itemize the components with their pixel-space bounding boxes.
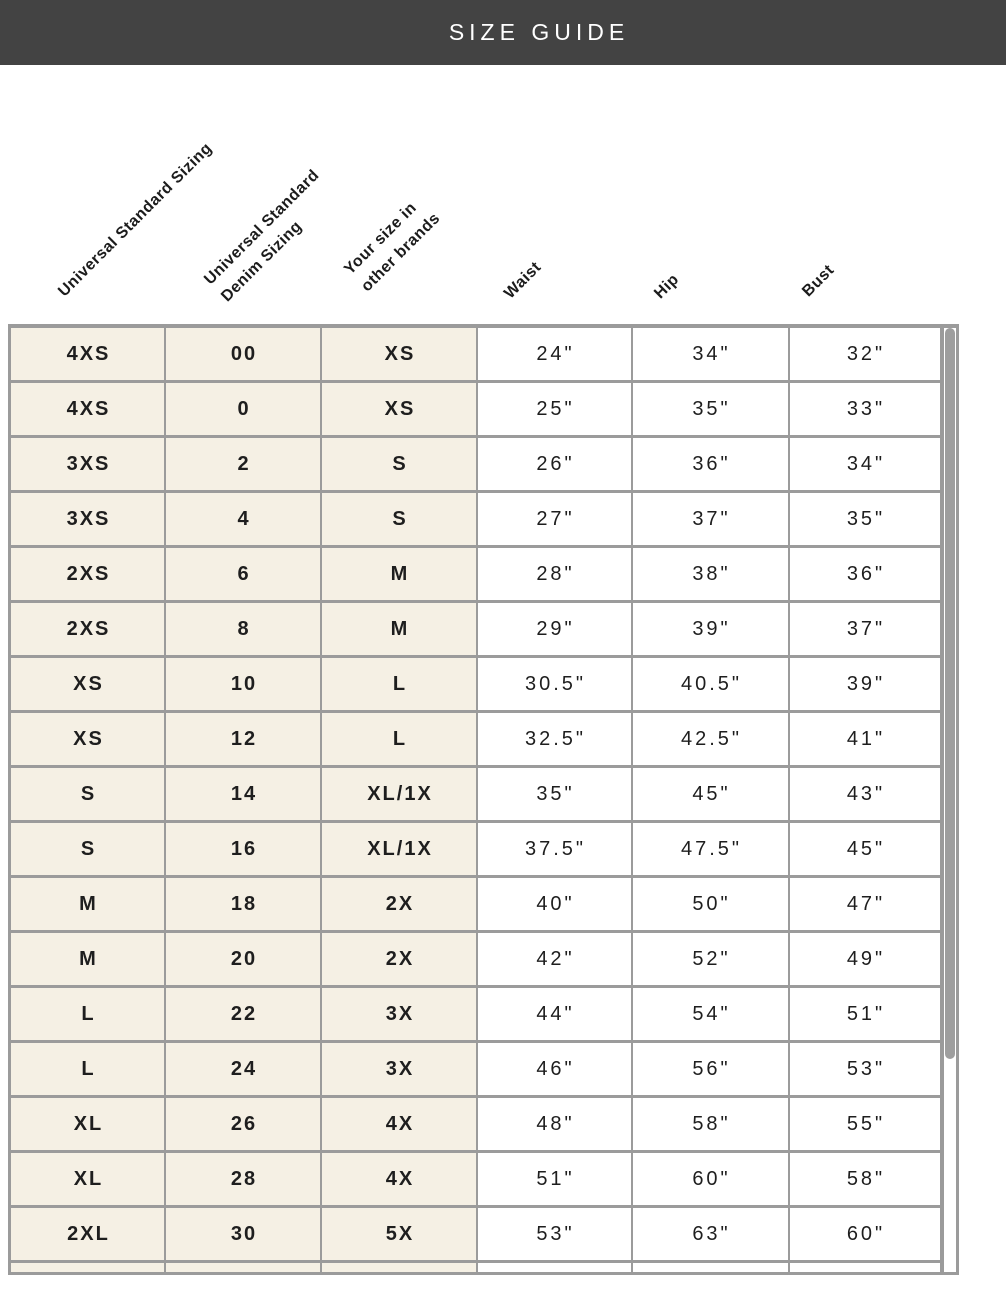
table-cell: 25" [478, 383, 633, 438]
table-cell: 2XL [11, 1208, 166, 1263]
table-cell: 5X [322, 1208, 478, 1263]
table-cell: 58" [633, 1098, 790, 1153]
table-cell: L [322, 713, 478, 768]
table-cell: 3XS [11, 493, 166, 548]
table-cell: 42.5" [633, 713, 790, 768]
table-cell: 00 [166, 328, 322, 383]
table-cell: 47.5" [633, 823, 790, 878]
table-cell: 16 [166, 823, 322, 878]
table-cell: 3X [322, 1043, 478, 1098]
table-cell: 2XS [11, 548, 166, 603]
table-cell: 3X [322, 988, 478, 1043]
table-cell: 10 [166, 658, 322, 713]
table-cell: XS [11, 713, 166, 768]
table-cell: 39" [790, 658, 942, 713]
table-cell: 29" [478, 603, 633, 658]
table-cell: 4XS [11, 328, 166, 383]
size-guide-title-bar [0, 0, 1006, 65]
table-cell: 36" [790, 548, 942, 603]
table-cell: 44" [478, 988, 633, 1043]
table-cell: 8 [166, 603, 322, 658]
table-cell: S [322, 493, 478, 548]
table-cell: 2 [166, 438, 322, 493]
table-cell: 53" [478, 1208, 633, 1263]
table-cell: 47" [790, 878, 942, 933]
table-cell: 12 [166, 713, 322, 768]
table-cell: 2X [322, 878, 478, 933]
table-cell: 39" [633, 603, 790, 658]
table-cell: 43" [790, 768, 942, 823]
table-cell: 18 [166, 878, 322, 933]
column-header-waist: Waist [501, 258, 545, 303]
table-scrollbar-track[interactable] [942, 328, 956, 1272]
table-cell: 2XS [11, 603, 166, 658]
table-cell: 14 [166, 768, 322, 823]
table-cell: 35" [478, 768, 633, 823]
table-cell: 20 [166, 933, 322, 988]
table-cell: 22 [166, 988, 322, 1043]
table-cell: 40.5" [633, 658, 790, 713]
table-cell: 48" [478, 1098, 633, 1153]
table-cell: 32.5" [478, 713, 633, 768]
table-cell: 54" [633, 988, 790, 1043]
table-cell: 24 [166, 1043, 322, 1098]
column-header-your-size-in-other-brands: Your size in other brands [341, 199, 444, 296]
table-cell [166, 1263, 322, 1275]
table-cell: XS [322, 383, 478, 438]
table-cell: XL/1X [322, 823, 478, 878]
table-cell: 37" [790, 603, 942, 658]
table-cell: 28 [166, 1153, 322, 1208]
table-cell: 26 [166, 1098, 322, 1153]
table-cell: XL [11, 1153, 166, 1208]
table-cell: 6 [166, 548, 322, 603]
table-cell: 60" [790, 1208, 942, 1263]
size-table-container [8, 324, 959, 1275]
table-cell [633, 1263, 790, 1275]
table-cell: 28" [478, 548, 633, 603]
table-cell: 3XS [11, 438, 166, 493]
table-cell: M [322, 548, 478, 603]
table-cell: 50" [633, 878, 790, 933]
table-cell: 30 [166, 1208, 322, 1263]
table-cell: S [322, 438, 478, 493]
table-cell: M [11, 933, 166, 988]
table-cell: 26" [478, 438, 633, 493]
table-cell: 30.5" [478, 658, 633, 713]
table-cell: 38" [633, 548, 790, 603]
table-cell: 33" [790, 383, 942, 438]
table-cell [790, 1263, 942, 1275]
column-header-universal-standard-denim-sizing: Universal Standard Denim Sizing [201, 166, 323, 306]
table-cell: M [11, 878, 166, 933]
table-cell: 42" [478, 933, 633, 988]
table-cell: 55" [790, 1098, 942, 1153]
table-cell: 27" [478, 493, 633, 548]
table-cell: 37.5" [478, 823, 633, 878]
table-cell: 60" [633, 1153, 790, 1208]
table-cell: XS [322, 328, 478, 383]
table-cell [478, 1263, 633, 1275]
table-cell: 4 [166, 493, 322, 548]
column-header-universal-standard-sizing: Universal Standard Sizing [55, 139, 216, 301]
table-cell: 32" [790, 328, 942, 383]
table-cell [11, 1263, 166, 1275]
column-header-bust: Bust [799, 261, 838, 301]
table-cell: 4X [322, 1153, 478, 1208]
column-header-hip: Hip [651, 270, 683, 303]
table-cell: 58" [790, 1153, 942, 1208]
table-cell: S [11, 768, 166, 823]
table-cell: 52" [633, 933, 790, 988]
table-cell: 46" [478, 1043, 633, 1098]
table-cell: 51" [478, 1153, 633, 1208]
table-cell: 63" [633, 1208, 790, 1263]
table-cell: L [11, 988, 166, 1043]
table-cell: 53" [790, 1043, 942, 1098]
table-cell: 45" [633, 768, 790, 823]
table-scrollbar-thumb[interactable] [945, 328, 955, 1059]
table-cell: 34" [790, 438, 942, 493]
table-cell: S [11, 823, 166, 878]
table-cell: 24" [478, 328, 633, 383]
table-cell: 2X [322, 933, 478, 988]
table-cell: 0 [166, 383, 322, 438]
table-cell: L [322, 658, 478, 713]
table-cell: XL/1X [322, 768, 478, 823]
page-title: SIZE GUIDE [448, 19, 630, 45]
table-cell: XS [11, 658, 166, 713]
table-cell: 51" [790, 988, 942, 1043]
table-cell: 4XS [11, 383, 166, 438]
table-cell: 35" [633, 383, 790, 438]
table-cell: M [322, 603, 478, 658]
table-cell: 56" [633, 1043, 790, 1098]
table-cell: 49" [790, 933, 942, 988]
table-cell: 36" [633, 438, 790, 493]
table-cell: 34" [633, 328, 790, 383]
table-cell: L [11, 1043, 166, 1098]
table-cell [322, 1263, 478, 1275]
table-cell: XL [11, 1098, 166, 1153]
table-cell: 37" [633, 493, 790, 548]
table-cell: 41" [790, 713, 942, 768]
table-cell: 45" [790, 823, 942, 878]
size-table [11, 328, 942, 1272]
table-cell: 4X [322, 1098, 478, 1153]
table-cell: 40" [478, 878, 633, 933]
table-cell: 35" [790, 493, 942, 548]
